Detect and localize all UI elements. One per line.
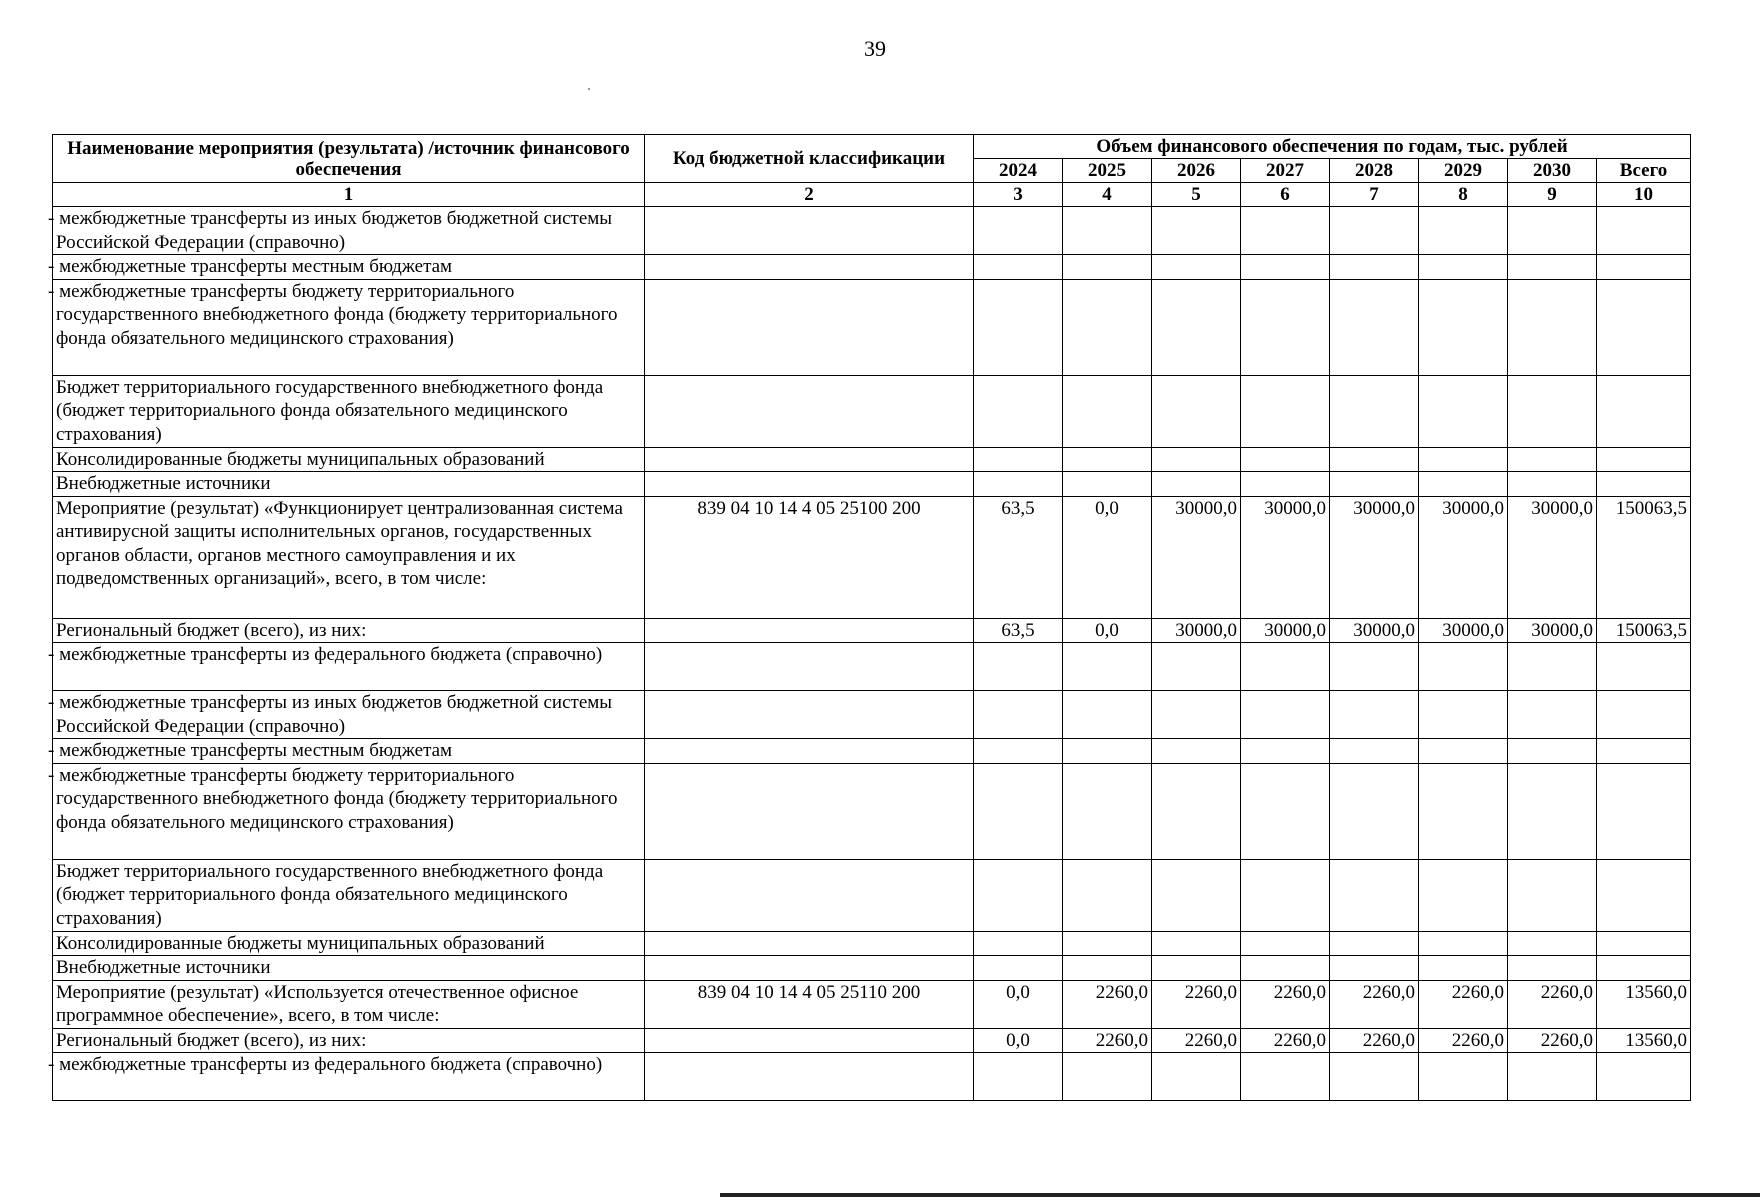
row-year-value xyxy=(1063,207,1152,255)
row-year-value xyxy=(1419,739,1508,764)
row-year-value xyxy=(1241,859,1330,931)
row-name: Бюджет территориального государственного внебюджетного фонда (бюджет территориального фонда обязательного медицинского страхования) xyxy=(53,859,645,931)
scan-speck xyxy=(588,88,590,90)
table-row xyxy=(53,859,1691,931)
table-row xyxy=(53,375,1691,447)
row-year-value xyxy=(1063,1053,1152,1101)
row-year-value xyxy=(1152,472,1241,497)
row-year-value xyxy=(1330,691,1419,739)
row-year-value xyxy=(1419,956,1508,981)
row-year-value xyxy=(1419,643,1508,691)
row-year-value xyxy=(1063,279,1152,375)
row-year-value xyxy=(974,643,1063,691)
row-year-value xyxy=(974,472,1063,497)
row-year-value xyxy=(1330,956,1419,981)
row-code xyxy=(645,739,974,764)
row-year-value xyxy=(1241,763,1330,859)
row-name: Региональный бюджет (всего), из них: xyxy=(53,1028,645,1053)
row-total xyxy=(1597,472,1691,497)
row-year-value xyxy=(974,931,1063,956)
row-year-value xyxy=(1508,472,1597,497)
row-year-value xyxy=(1063,643,1152,691)
row-total xyxy=(1597,375,1691,447)
row-total xyxy=(1597,763,1691,859)
row-code xyxy=(645,691,974,739)
row-year-value: 2260,0 xyxy=(1152,980,1241,1028)
row-code xyxy=(645,1053,974,1101)
row-year-value xyxy=(1419,279,1508,375)
row-code xyxy=(645,255,974,280)
row-code xyxy=(645,375,974,447)
column-number: 9 xyxy=(1508,183,1597,207)
row-code xyxy=(645,859,974,931)
row-total xyxy=(1597,956,1691,981)
row-year-value xyxy=(1419,763,1508,859)
row-name: - межбюджетные трансферты из иных бюджетов бюджетной системы Российской Федерации (справочно) xyxy=(53,691,645,739)
row-year-value xyxy=(1419,375,1508,447)
row-total xyxy=(1597,643,1691,691)
row-year-value xyxy=(974,763,1063,859)
row-year-value: 2260,0 xyxy=(1063,1028,1152,1053)
table-row xyxy=(53,472,1691,497)
column-number: 5 xyxy=(1152,183,1241,207)
row-year-value xyxy=(1330,931,1419,956)
row-year-value xyxy=(1063,472,1152,497)
row-code xyxy=(645,763,974,859)
row-year-value: 30000,0 xyxy=(1508,618,1597,643)
column-number: 4 xyxy=(1063,183,1152,207)
row-year-value xyxy=(1063,255,1152,280)
row-total: 150063,5 xyxy=(1597,496,1691,618)
row-year-value xyxy=(1508,691,1597,739)
row-year-value xyxy=(1152,207,1241,255)
header-year: 2030 xyxy=(1508,159,1597,183)
row-year-value xyxy=(1330,763,1419,859)
column-number: 6 xyxy=(1241,183,1330,207)
row-year-value xyxy=(1508,375,1597,447)
row-year-value: 30000,0 xyxy=(1419,496,1508,618)
row-year-value xyxy=(1330,207,1419,255)
row-year-value xyxy=(1419,691,1508,739)
row-code xyxy=(645,931,974,956)
row-code xyxy=(645,447,974,472)
row-year-value xyxy=(1152,956,1241,981)
row-total xyxy=(1597,931,1691,956)
row-year-value xyxy=(1241,375,1330,447)
row-year-value xyxy=(1508,1053,1597,1101)
row-year-value xyxy=(974,1053,1063,1101)
row-year-value xyxy=(1063,375,1152,447)
row-code xyxy=(645,643,974,691)
table-row xyxy=(53,643,1691,691)
column-number: 7 xyxy=(1330,183,1419,207)
row-year-value xyxy=(1241,956,1330,981)
table-row xyxy=(53,763,1691,859)
row-year-value: 2260,0 xyxy=(1330,980,1419,1028)
row-name: - межбюджетные трансферты из федерального бюджета (справочно) xyxy=(53,643,645,691)
row-year-value xyxy=(1152,739,1241,764)
row-year-value xyxy=(1063,447,1152,472)
row-year-value: 30000,0 xyxy=(1241,618,1330,643)
row-year-value: 30000,0 xyxy=(1241,496,1330,618)
table-row xyxy=(53,618,1691,643)
row-year-value xyxy=(974,956,1063,981)
row-year-value xyxy=(1508,739,1597,764)
row-year-value xyxy=(1330,859,1419,931)
row-year-value xyxy=(1330,279,1419,375)
header-year: 2026 xyxy=(1152,159,1241,183)
row-year-value xyxy=(1152,1053,1241,1101)
row-year-value xyxy=(1330,472,1419,497)
row-name: Внебюджетные источники xyxy=(53,956,645,981)
header-total: Всего xyxy=(1597,159,1691,183)
header-year: 2028 xyxy=(1330,159,1419,183)
row-year-value: 30000,0 xyxy=(1152,496,1241,618)
table-row xyxy=(53,447,1691,472)
row-total xyxy=(1597,859,1691,931)
row-total xyxy=(1597,447,1691,472)
row-year-value xyxy=(1330,1053,1419,1101)
row-year-value: 0,0 xyxy=(1063,618,1152,643)
table-row xyxy=(53,1053,1691,1101)
row-total xyxy=(1597,279,1691,375)
row-code xyxy=(645,956,974,981)
row-year-value xyxy=(1152,859,1241,931)
row-year-value: 2260,0 xyxy=(1063,980,1152,1028)
header-year: 2024 xyxy=(974,159,1063,183)
row-total xyxy=(1597,255,1691,280)
table-row xyxy=(53,931,1691,956)
row-total xyxy=(1597,1053,1691,1101)
table-row xyxy=(53,207,1691,255)
row-year-value xyxy=(1419,931,1508,956)
row-year-value: 30000,0 xyxy=(1152,618,1241,643)
row-year-value: 63,5 xyxy=(974,618,1063,643)
row-year-value xyxy=(1330,375,1419,447)
header-code: Код бюджетной классификации xyxy=(645,135,974,183)
header-year: 2027 xyxy=(1241,159,1330,183)
table-row xyxy=(53,980,1691,1028)
row-name: - межбюджетные трансферты бюджету территориального государственного внебюджетного фонда (бюджету территориального фонда обязательного медицинского страхования) xyxy=(53,279,645,375)
row-year-value xyxy=(974,447,1063,472)
row-year-value xyxy=(1508,956,1597,981)
row-year-value xyxy=(1419,207,1508,255)
row-year-value: 2260,0 xyxy=(1419,1028,1508,1053)
row-name: Региональный бюджет (всего), из них: xyxy=(53,618,645,643)
row-name: Внебюджетные источники xyxy=(53,472,645,497)
row-year-value xyxy=(1241,279,1330,375)
row-year-value: 2260,0 xyxy=(1241,980,1330,1028)
row-year-value: 63,5 xyxy=(974,496,1063,618)
row-year-value xyxy=(974,859,1063,931)
table-row xyxy=(53,279,1691,375)
row-year-value xyxy=(1063,859,1152,931)
row-year-value xyxy=(974,375,1063,447)
row-year-value xyxy=(1419,255,1508,280)
row-year-value xyxy=(974,739,1063,764)
row-name: - межбюджетные трансферты из федерального бюджета (справочно) xyxy=(53,1053,645,1101)
row-name: - межбюджетные трансферты бюджету территориального государственного внебюджетного фонда (бюджету территориального фонда обязательного медицинского страхования) xyxy=(53,763,645,859)
row-name: - межбюджетные трансферты из иных бюджетов бюджетной системы Российской Федерации (справочно) xyxy=(53,207,645,255)
row-year-value: 0,0 xyxy=(1063,496,1152,618)
row-year-value xyxy=(1152,375,1241,447)
row-year-value xyxy=(1419,447,1508,472)
table-row xyxy=(53,1028,1691,1053)
row-year-value xyxy=(1063,691,1152,739)
table-row xyxy=(53,496,1691,618)
row-year-value xyxy=(1241,207,1330,255)
row-year-value xyxy=(1241,691,1330,739)
row-year-value xyxy=(1152,447,1241,472)
row-name: - межбюджетные трансферты местным бюджетам xyxy=(53,739,645,764)
row-year-value xyxy=(1063,931,1152,956)
row-year-value xyxy=(1241,472,1330,497)
row-year-value xyxy=(1330,447,1419,472)
row-year-value xyxy=(1241,447,1330,472)
row-year-value: 2260,0 xyxy=(1152,1028,1241,1053)
row-year-value: 2260,0 xyxy=(1241,1028,1330,1053)
table-body xyxy=(48,207,1691,1101)
row-year-value xyxy=(1419,472,1508,497)
scan-edge-line xyxy=(720,1193,1760,1197)
row-total xyxy=(1597,691,1691,739)
row-year-value xyxy=(1508,763,1597,859)
row-year-value xyxy=(1241,643,1330,691)
page-number: 39 xyxy=(864,36,886,61)
row-year-value: 0,0 xyxy=(974,1028,1063,1053)
row-year-value xyxy=(1152,255,1241,280)
row-year-value xyxy=(1241,1053,1330,1101)
row-year-value xyxy=(1508,279,1597,375)
row-code xyxy=(645,207,974,255)
row-year-value xyxy=(1330,255,1419,280)
table-row xyxy=(53,956,1691,981)
row-name: - межбюджетные трансферты местным бюджетам xyxy=(53,255,645,280)
header-year: 2025 xyxy=(1063,159,1152,183)
row-year-value xyxy=(1508,931,1597,956)
table-row xyxy=(53,691,1691,739)
row-year-value xyxy=(1419,859,1508,931)
row-year-value xyxy=(1152,691,1241,739)
column-number: 8 xyxy=(1419,183,1508,207)
row-year-value xyxy=(1508,255,1597,280)
row-code xyxy=(645,279,974,375)
row-year-value xyxy=(1508,207,1597,255)
row-year-value xyxy=(974,279,1063,375)
row-year-value: 0,0 xyxy=(974,980,1063,1028)
table-header xyxy=(53,135,1691,207)
row-code xyxy=(645,472,974,497)
column-number: 10 xyxy=(1597,183,1691,207)
row-year-value xyxy=(974,207,1063,255)
row-year-value xyxy=(1152,931,1241,956)
row-code xyxy=(645,1028,974,1053)
row-total xyxy=(1597,739,1691,764)
row-year-value xyxy=(1330,643,1419,691)
row-year-value: 30000,0 xyxy=(1330,496,1419,618)
row-year-value xyxy=(1508,643,1597,691)
row-name: Консолидированные бюджеты муниципальных образований xyxy=(53,931,645,956)
row-year-value xyxy=(1241,739,1330,764)
row-name: Консолидированные бюджеты муниципальных образований xyxy=(53,447,645,472)
table-row xyxy=(53,739,1691,764)
column-number: 3 xyxy=(974,183,1063,207)
column-number: 1 xyxy=(53,183,645,207)
row-total: 13560,0 xyxy=(1597,1028,1691,1053)
row-year-value: 30000,0 xyxy=(1419,618,1508,643)
row-year-value: 30000,0 xyxy=(1330,618,1419,643)
row-year-value: 2260,0 xyxy=(1330,1028,1419,1053)
row-total: 150063,5 xyxy=(1597,618,1691,643)
row-year-value xyxy=(1330,739,1419,764)
header-volume: Объем финансового обеспечения по годам, тыс. рублей xyxy=(974,135,1691,159)
row-code xyxy=(645,618,974,643)
table-row xyxy=(53,255,1691,280)
row-year-value xyxy=(1152,279,1241,375)
row-year-value xyxy=(1063,956,1152,981)
row-total: 13560,0 xyxy=(1597,980,1691,1028)
row-year-value: 2260,0 xyxy=(1508,980,1597,1028)
row-name: Бюджет территориального государственного внебюджетного фонда (бюджет территориального фонда обязательного медицинского страхования) xyxy=(53,375,645,447)
row-year-value xyxy=(1419,1053,1508,1101)
row-total xyxy=(1597,207,1691,255)
row-year-value xyxy=(1508,859,1597,931)
row-code: 839 04 10 14 4 05 25100 200 xyxy=(645,496,974,618)
row-year-value: 2260,0 xyxy=(1419,980,1508,1028)
row-code: 839 04 10 14 4 05 25110 200 xyxy=(645,980,974,1028)
row-name: Мероприятие (результат) «Используется отечественное офисное программное обеспечение», всего, в том числе: xyxy=(53,980,645,1028)
row-year-value xyxy=(1241,255,1330,280)
row-year-value: 2260,0 xyxy=(1508,1028,1597,1053)
financing-table xyxy=(48,134,1691,1101)
row-year-value xyxy=(1063,763,1152,859)
row-year-value xyxy=(974,691,1063,739)
row-year-value xyxy=(1241,931,1330,956)
row-year-value: 30000,0 xyxy=(1508,496,1597,618)
row-year-value xyxy=(1508,447,1597,472)
row-name: Мероприятие (результат) «Функционирует централизованная система антивирусной защиты исполнительных органов, государственных органов области, органов местного самоуправления и их подведомственных организаций», всего, в том числе: xyxy=(53,496,645,618)
header-year: 2029 xyxy=(1419,159,1508,183)
header-name: Наименование мероприятия (результата) /источник финансового обеспечения xyxy=(53,135,645,183)
column-number: 2 xyxy=(645,183,974,207)
row-year-value xyxy=(1152,763,1241,859)
row-year-value xyxy=(1063,739,1152,764)
row-year-value xyxy=(974,255,1063,280)
row-year-value xyxy=(1152,643,1241,691)
